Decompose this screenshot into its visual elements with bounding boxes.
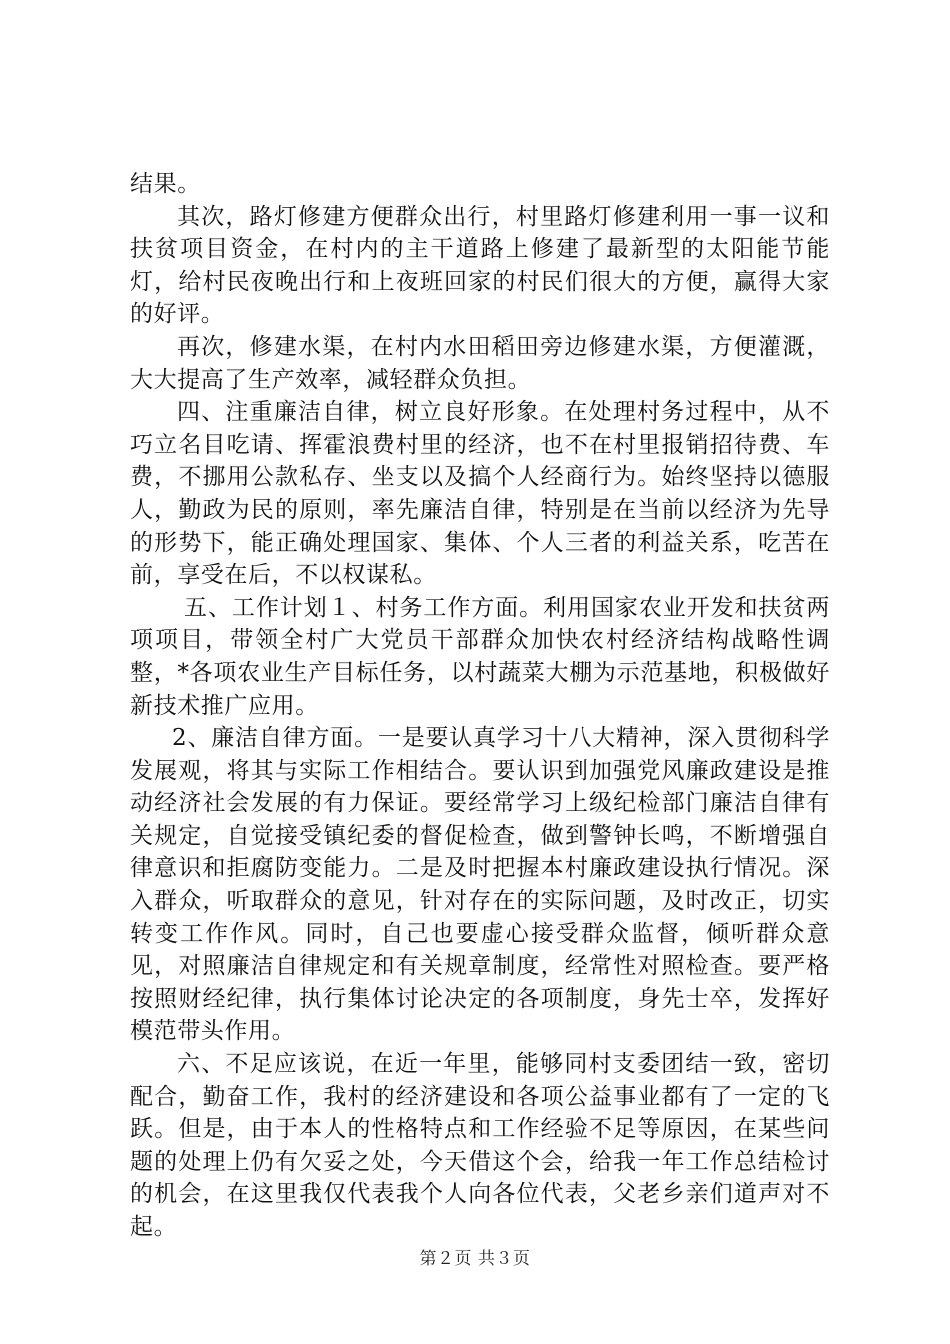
paragraph-street-lights: 其次，路灯修建方便群众出行，村里路灯修建利用一事一议和扶贫项目资金，在村内的主干道路上修建了最新型的太阳能节能灯，给村民夜晚出行和上夜班回家的村民们很大的方便，赢得大家的好评。 (130, 203, 830, 328)
paragraph-integrity-plan: 2、廉洁自律方面。一是要认真学习十八大精神，深入贯彻科学发展观，将其与实际工作相结合。要认识到加强党风廉政建设是推动经济社会发展的有力保证。要经常学习上级纪检部门廉洁自律有关规定，自觉接受镇纪委的督促检查，做到警钟长鸣，不断增强自律意识和拒腐防变能力。二是及时把握本村廉政建设执行情况。深入群众，听取群众的意见，针对存在的实际问题，及时改正，切实转变工作作风。同时，自己也要虚心接受群众监督，倾听群众意见，对照廉洁自律规定和有关规章制度，经常性对照检查。要严格按照财经纪律，执行集体讨论决定的各项制度，身先士卒，发挥好模范带头作用。 (130, 725, 830, 1045)
document-body (130, 168, 830, 1244)
paragraph-shortcomings: 六、不足应该说，在近一年里，能够同村支委团结一致，密切配合，勤奋工作，我村的经济建设和各项公益事业都有了一定的飞跃。但是，由于本人的性格特点和工作经验不足等原因，在某些问题的处理上仍有欠妥之处，今天借这个会，给我一年工作总结检讨的机会，在这里我仅代表我个人向各位代表，父老乡亲们道声对不起。 (130, 1051, 830, 1240)
paragraph-work-plan: 五、工作计划１、村务工作方面。利用国家农业开发和扶贫两项项目，带领全村广大党员干部群众加快农村经济结构战略性调整，*各项农业生产目标任务，以村蔬菜大棚为示范基地，积极做好新技术推广应用。 (130, 594, 830, 719)
paragraph-integrity-self-discipline: 四、注重廉洁自律，树立良好形象。在处理村务过程中，从不巧立名目吃请、挥霍浪费村里的经济，也不在村里报销招待费、车费，不挪用公款私存、坐支以及搞个人经商行为。始终坚持以德服人，勤政为民的原则，率先廉洁自律，特别是在当前以经济为先导的形势下，能正确处理国家、集体、个人三者的利益关系，吃苦在前，享受在后，不以权谋私。 (130, 399, 830, 589)
paragraph-continuation: 结果。 (130, 171, 201, 197)
paragraph-canals: 再次，修建水渠，在村内水田稻田旁边修建水渠，方便灌溉，大大提高了生产效率，减轻群众负担。 (130, 333, 830, 393)
page-number-footer: 第２页 共３页 (419, 1249, 531, 1269)
